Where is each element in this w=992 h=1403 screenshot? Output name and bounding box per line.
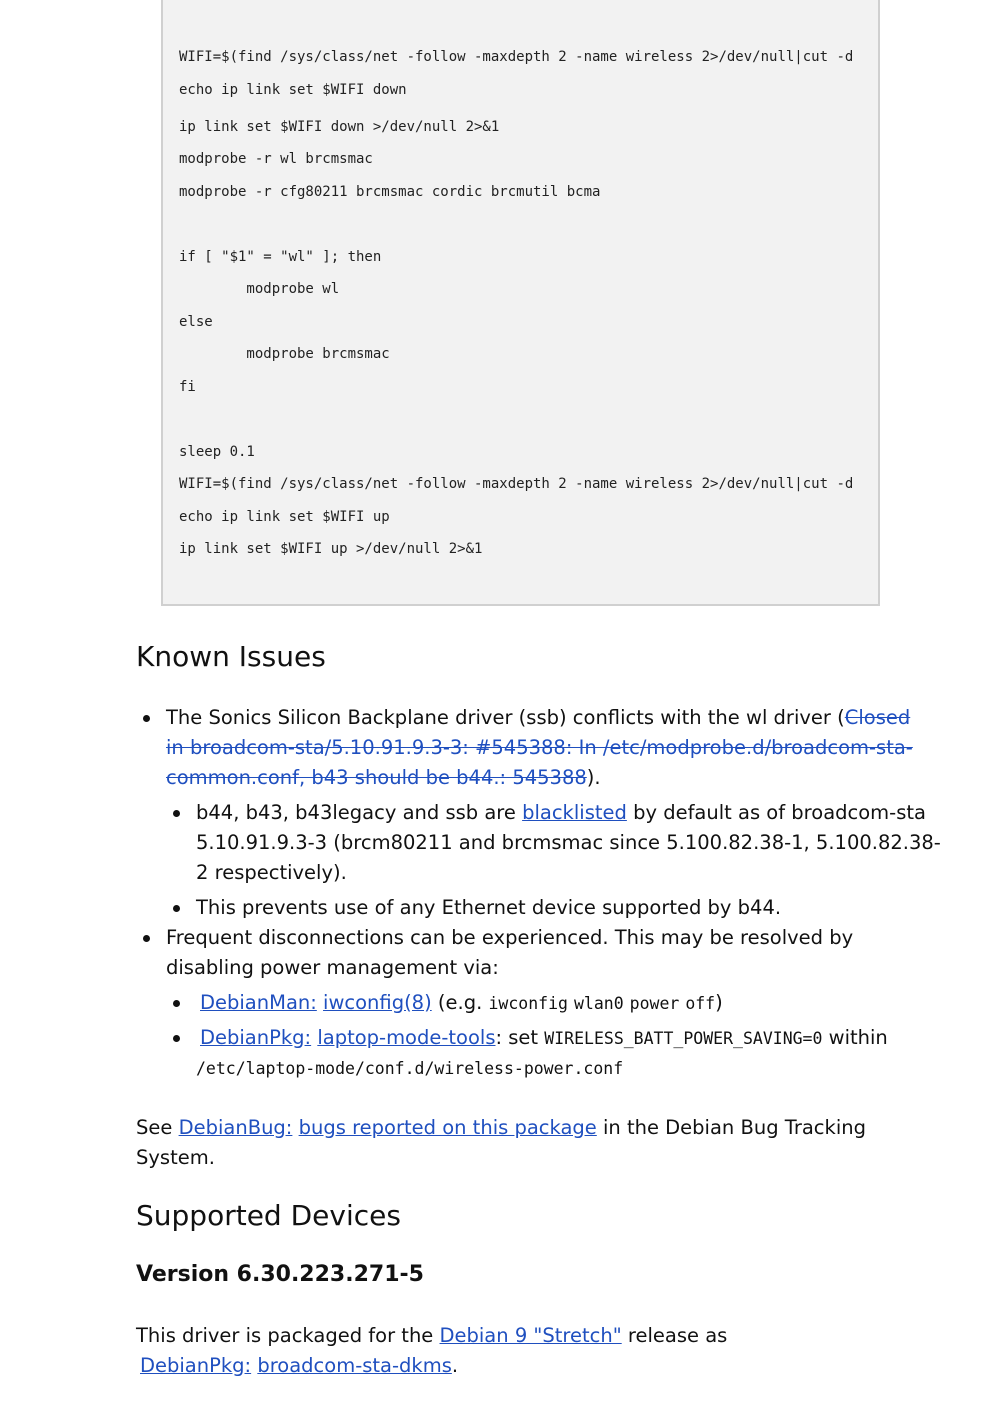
para-text: System. — [136, 1146, 215, 1169]
laptop-mode-tools-link[interactable]: laptop-mode-tools — [317, 1026, 496, 1049]
code-line: fi — [179, 379, 196, 395]
broadcom-sta-dkms-link[interactable]: broadcom-sta-dkms — [257, 1354, 452, 1377]
issue-subitem-ethernet: This prevents use of any Ethernet device supported by b44. — [196, 896, 782, 919]
issue-item-disconnections: Frequent disconnections can be experienced. This may be resolved by — [166, 926, 854, 949]
code-line: WIFI=$(find /sys/class/net -follow -maxdepth 2 -name wireless 2>/dev/null|cut -d — [179, 49, 854, 65]
code-line: WIFI=$(find /sys/class/net -follow -maxdepth 2 -name wireless 2>/dev/null|cut -d — [179, 476, 854, 492]
issue-item-ssb — [166, 703, 910, 733]
issue-text: b44, b43, b43legacy and ssb are — [196, 801, 523, 824]
code-line: ip link set $WIFI up >/dev/null 2>&1 — [179, 541, 483, 557]
bullet — [173, 905, 180, 912]
code-line: echo ip link set $WIFI up — [179, 509, 390, 525]
version-heading: Version 6.30.223.271-5 — [136, 1262, 424, 1287]
code-block — [161, 0, 880, 606]
debianpkg-link[interactable]: DebianPkg: — [200, 1026, 312, 1049]
supported-devices-heading: Supported Devices — [136, 1199, 401, 1232]
bullet — [173, 810, 180, 817]
blacklisted-link[interactable]: blacklisted — [522, 801, 627, 824]
closed-bug-link[interactable]: in broadcom-sta/5.10.91.9.3-3: #545388: In /etc/modprobe.d/broadcom-sta- — [166, 736, 913, 759]
bullet — [173, 1000, 180, 1007]
closed-bug-link[interactable]: common.conf, b43 should be b44.: 545388 — [166, 766, 587, 789]
para-text: See — [136, 1116, 179, 1139]
issue-subitem-iwconfig — [200, 988, 723, 1019]
issue-text: ). — [586, 766, 601, 789]
inline-code: off — [685, 994, 716, 1013]
code-line: echo ip link set $WIFI down — [179, 82, 407, 98]
code-line: if [ "$1" = "wl" ]; then — [179, 249, 382, 265]
issue-text: ) — [715, 991, 723, 1014]
debian-stretch-link[interactable]: Debian 9 "Stretch" — [439, 1324, 622, 1347]
stretch-paragraph — [136, 1321, 916, 1351]
code-line: modprobe -r wl brcmsmac — [179, 151, 373, 167]
bullet — [143, 715, 150, 722]
inline-code: /etc/laptop-mode/conf.d/wireless-power.conf — [196, 1059, 624, 1078]
debianbug-link[interactable]: DebianBug: — [178, 1116, 293, 1139]
issue-text: disabling power management via: — [166, 956, 499, 979]
issue-text: within — [822, 1026, 888, 1049]
issue-text: 2 respectively). — [196, 861, 347, 884]
inline-code: power — [629, 994, 680, 1013]
bug-tracking-paragraph — [136, 1113, 916, 1143]
closed-bug-link[interactable]: Closed — [844, 706, 911, 729]
debianpkg-link[interactable]: DebianPkg: — [140, 1354, 252, 1377]
bullet — [143, 935, 150, 942]
inline-code: iwconfig — [488, 994, 568, 1013]
issue-text: : set — [495, 1026, 545, 1049]
code-line: modprobe brcmsmac — [179, 346, 390, 362]
debianman-link[interactable]: DebianMan: — [200, 991, 317, 1014]
issue-text: 5.10.91.9.3-3 (brcm80211 and brcmsmac since 5.100.82.38-1, 5.100.82.38- — [196, 831, 941, 854]
inline-code: wlan0 — [573, 994, 624, 1013]
para-text: . — [451, 1354, 459, 1377]
code-line: sleep 0.1 — [179, 444, 255, 460]
closed-bug-link-line2 — [166, 733, 913, 763]
known-issues-heading: Known Issues — [136, 640, 326, 673]
para-text: in the Debian Bug Tracking — [596, 1116, 866, 1139]
issue-text: The Sonics Silicon Backplane driver (ssb) conflicts with the wl driver ( — [166, 706, 845, 729]
issue-subitem-blacklist — [196, 798, 926, 828]
issue-text: (e.g. — [431, 991, 489, 1014]
bullet — [173, 1035, 180, 1042]
issue-subitem-laptop-mode — [200, 1023, 888, 1054]
para-text: release as — [621, 1324, 728, 1347]
inline-code-line — [196, 1053, 623, 1084]
issue-text: by default as of broadcom-sta — [626, 801, 926, 824]
iwconfig-link[interactable]: iwconfig(8) — [323, 991, 432, 1014]
bugs-reported-link[interactable]: bugs reported on this package — [298, 1116, 597, 1139]
code-line: modprobe -r cfg80211 brcmsmac cordic brcmutil bcma — [179, 184, 601, 200]
code-line: else — [179, 314, 213, 330]
code-line: ip link set $WIFI down >/dev/null 2>&1 — [179, 119, 500, 135]
code-line: modprobe wl — [179, 281, 340, 297]
inline-code: WIRELESS_BATT_POWER_SAVING=0 — [544, 1029, 823, 1048]
para-text: This driver is packaged for the — [136, 1324, 440, 1347]
closed-bug-link-line3 — [166, 763, 601, 793]
package-line — [140, 1351, 920, 1381]
